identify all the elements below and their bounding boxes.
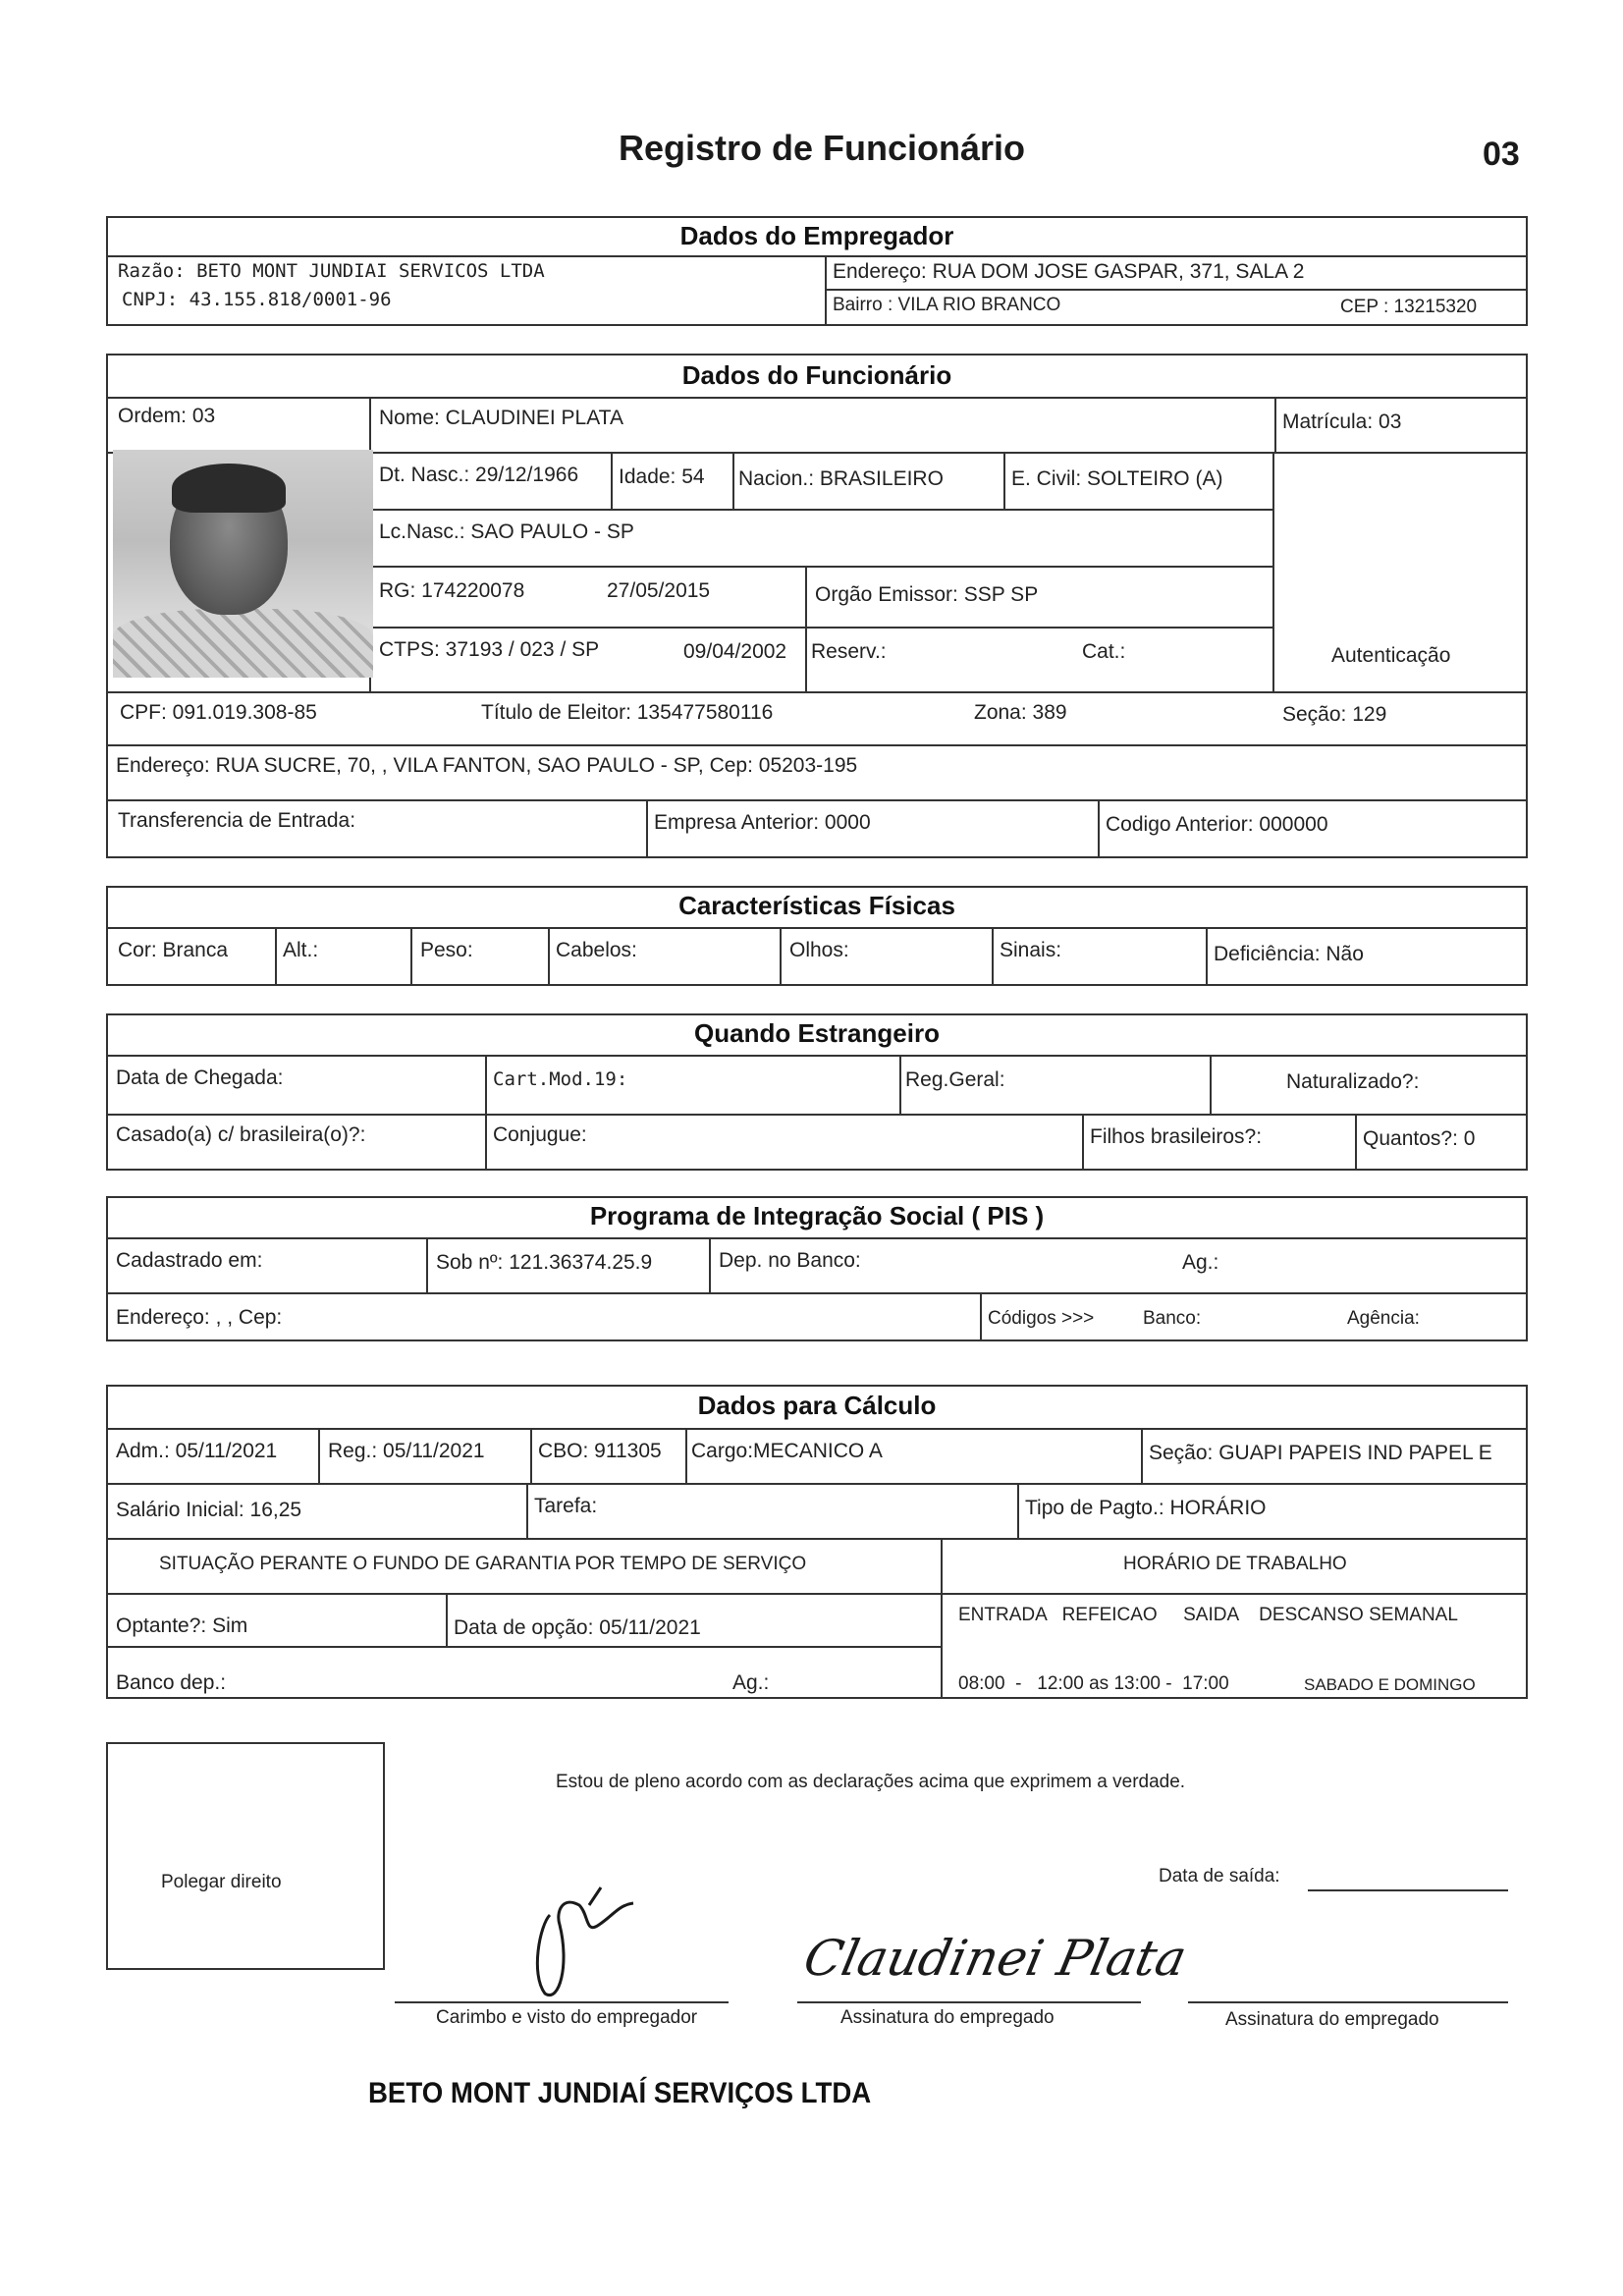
cadastrado-em: Cadastrado em: — [116, 1249, 263, 1272]
employer-section-title: Dados do Empregador — [679, 221, 954, 250]
carimbo-label: Carimbo e visto do empregador — [436, 2007, 698, 2028]
pis-section — [106, 1196, 1528, 1341]
tipo-pagamento: Tipo de Pagto.: HORÁRIO — [1025, 1497, 1267, 1519]
assinatura1-label: Assinatura do empregado — [840, 2007, 1055, 2028]
estado-civil: E. Civil: SOLTEIRO (A) — [1011, 467, 1223, 490]
ctps-data: 09/04/2002 — [683, 640, 787, 663]
filhos-brasileiros: Filhos brasileiros?: — [1090, 1125, 1263, 1148]
tarefa: Tarefa: — [534, 1495, 598, 1517]
rg-data: 27/05/2015 — [607, 579, 711, 602]
calc-ag: Ag.: — [732, 1671, 770, 1694]
transferencia: Transferencia de Entrada: — [118, 809, 356, 832]
naturalizado: Naturalizado?: — [1286, 1070, 1420, 1093]
foreigner-section-title: Quando Estrangeiro — [694, 1018, 940, 1048]
titulo-eleitor: Título de Eleitor: 135477580116 — [481, 701, 774, 724]
employer-section — [106, 216, 1528, 326]
polegar-label: Polegar direito — [161, 1872, 282, 1892]
thumbprint-box — [106, 1742, 385, 1970]
banco-deposito: Banco dep.: — [116, 1671, 227, 1694]
assinatura1-line — [797, 2001, 1141, 2003]
horario-title: HORÁRIO DE TRABALHO — [1123, 1554, 1347, 1574]
employer-signature — [491, 1866, 677, 2013]
codigos: Códigos >>> — [988, 1308, 1095, 1329]
pis-ag: Ag.: — [1182, 1251, 1219, 1274]
carimbo-line — [395, 2001, 729, 2003]
codigo-anterior: Codigo Anterior: 000000 — [1106, 813, 1328, 836]
salario-inicial: Salário Inicial: 16,25 — [116, 1499, 302, 1521]
employee-photo — [113, 450, 373, 678]
altura: Alt.: — [283, 939, 319, 961]
pis-section-title: Programa de Integração Social ( PIS ) — [589, 1201, 1045, 1230]
empresa-anterior: Empresa Anterior: 0000 — [654, 811, 871, 834]
orgao-emissor: Orgão Emissor: SSP SP — [815, 583, 1039, 606]
reg-geral: Reg.Geral: — [905, 1068, 1005, 1091]
peso: Peso: — [420, 939, 473, 961]
horario-headers: ENTRADA REFEICAO SAIDA DESCANSO SEMANAL — [958, 1605, 1458, 1625]
pis-agencia: Agência: — [1347, 1308, 1420, 1329]
cor: Cor: Branca — [118, 939, 229, 961]
cbo: CBO: 911305 — [538, 1440, 662, 1462]
cart-mod-19: Cart.Mod.19: — [493, 1068, 628, 1090]
dep-banco: Dep. no Banco: — [719, 1249, 861, 1272]
autenticacao: Autenticação — [1331, 644, 1451, 667]
matricula: Matrícula: 03 — [1282, 410, 1402, 433]
olhos: Olhos: — [789, 939, 849, 961]
pis-banco: Banco: — [1143, 1308, 1202, 1329]
cabelos: Cabelos: — [556, 939, 637, 961]
employee-address: Endereço: RUA SUCRE, 70, , VILA FANTON, SAO PAULO - SP, Cep: 05203-195 — [116, 754, 858, 777]
cargo: Cargo:MECANICO A — [691, 1440, 883, 1462]
data-opcao: Data de opção: 05/11/2021 — [454, 1616, 701, 1639]
assinatura2-label: Assinatura do empregado — [1225, 2009, 1439, 2030]
pis-numero: Sob nº: 121.36374.25.9 — [436, 1251, 653, 1274]
fgts-title: SITUAÇÃO PERANTE O FUNDO DE GARANTIA POR TEMPO DE SERVIÇO — [159, 1554, 807, 1574]
descanso-dias: SABADO E DOMINGO — [1304, 1675, 1476, 1694]
rg: RG: 174220078 — [379, 579, 525, 602]
nacionalidade: Nacion.: BRASILEIRO — [738, 467, 944, 490]
data-saida-label: Data de saída: — [1159, 1866, 1280, 1886]
employee-name: Nome: CLAUDINEI PLATA — [379, 407, 623, 429]
reserv: Reserv.: — [811, 640, 887, 663]
pis-endereco: Endereço: , , Cep: — [116, 1306, 283, 1329]
foreigner-section — [106, 1013, 1528, 1171]
admissao: Adm.: 05/11/2021 — [116, 1440, 278, 1462]
physical-section — [106, 886, 1528, 986]
employer-razao: Razão: BETO MONT JUNDIAI SERVICOS LTDA — [118, 260, 545, 282]
cpf: CPF: 091.019.308-85 — [120, 701, 317, 724]
employer-cep: CEP : 13215320 — [1340, 297, 1478, 317]
horario-valores: 08:00 - 12:00 as 13:00 - 17:00 — [958, 1673, 1229, 1694]
registro-data: Reg.: 05/11/2021 — [328, 1440, 485, 1462]
employer-bairro: Bairro : VILA RIO BRANCO — [833, 295, 1061, 315]
employee-signature: Claudinei Plata — [798, 1930, 1192, 1987]
quantos: Quantos?: 0 — [1363, 1127, 1476, 1150]
sinais: Sinais: — [1000, 939, 1062, 961]
optante: Optante?: Sim — [116, 1614, 248, 1637]
employer-cnpj: CNPJ: 43.155.818/0001-96 — [122, 289, 392, 310]
record-number: 03 — [1483, 136, 1520, 173]
ordem: Ordem: 03 — [118, 405, 216, 427]
employee-section-title: Dados do Funcionário — [681, 360, 952, 390]
calc-section — [106, 1385, 1528, 1699]
dt-nasc: Dt. Nasc.: 29/12/1966 — [379, 464, 579, 486]
physical-section-title: Características Físicas — [678, 891, 955, 920]
local-nascimento: Lc.Nasc.: SAO PAULO - SP — [379, 520, 634, 543]
data-chegada: Data de Chegada: — [116, 1066, 284, 1089]
conjugue: Conjugue: — [493, 1123, 587, 1146]
employer-address: Endereço: RUA DOM JOSE GASPAR, 371, SALA 2 — [833, 260, 1305, 283]
deficiencia: Deficiência: Não — [1214, 943, 1364, 965]
footer-company: BETO MONT JUNDIAÍ SERVIÇOS LTDA — [368, 2077, 872, 2109]
idade: Idade: 54 — [619, 465, 705, 488]
casado-brasileiro: Casado(a) c/ brasileira(o)?: — [116, 1123, 366, 1146]
assinatura2-line — [1188, 2001, 1508, 2003]
data-saida-line — [1308, 1889, 1508, 1891]
secao-eleitoral: Seção: 129 — [1282, 703, 1387, 726]
zona: Zona: 389 — [974, 701, 1067, 724]
secao-trabalho: Seção: GUAPI PAPEIS IND PAPEL E — [1149, 1442, 1492, 1464]
calc-section-title: Dados para Cálculo — [697, 1391, 937, 1420]
page-title: Registro de Funcionário — [619, 128, 1026, 168]
declaracao: Estou de pleno acordo com as declarações acima que exprimem a verdade. — [556, 1772, 1186, 1792]
cat: Cat.: — [1082, 640, 1126, 663]
ctps: CTPS: 37193 / 023 / SP — [379, 638, 600, 661]
